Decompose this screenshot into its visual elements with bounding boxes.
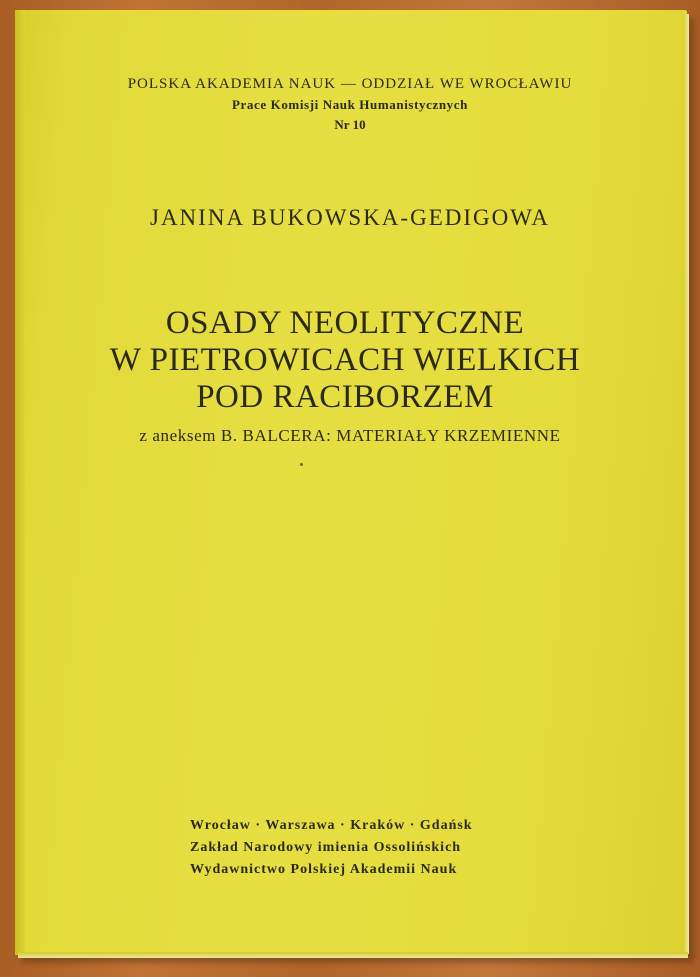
imprint-academy: Wydawnictwo Polskiej Akademii Nauk: [190, 862, 458, 877]
series-line: POLSKA AKADEMIA NAUK — ODDZIAŁ WE WROCŁAWIU: [127, 76, 573, 92]
series-subtitle: Prace Komisji Nauk Humanistycznych: [232, 97, 468, 112]
book-spine-edge: [15, 10, 25, 955]
title-line-1: OSADY NEOLITYCZNE: [165, 305, 525, 341]
ink-speck: [300, 463, 303, 466]
imprint-publisher: Zakład Narodowy imienia Ossolińskich: [190, 840, 462, 855]
annex-line: z aneksem B. BALCERA: MATERIAŁY KRZEMIENNE: [139, 426, 561, 445]
title-line-2: W PIETROWICACH WIELKICH: [109, 342, 581, 378]
series-number: Nr 10: [334, 117, 366, 132]
book-cover: [15, 10, 687, 955]
imprint-cities: Wrocław · Warszawa · Kraków · Gdańsk: [190, 818, 473, 833]
page-edges-bottom: [18, 952, 688, 958]
title-line-3: POD RACIBORZEM: [196, 379, 494, 415]
page-edges-right: [683, 14, 689, 954]
author-name: JANINA BUKOWSKA-GEDIGOWA: [150, 205, 550, 230]
